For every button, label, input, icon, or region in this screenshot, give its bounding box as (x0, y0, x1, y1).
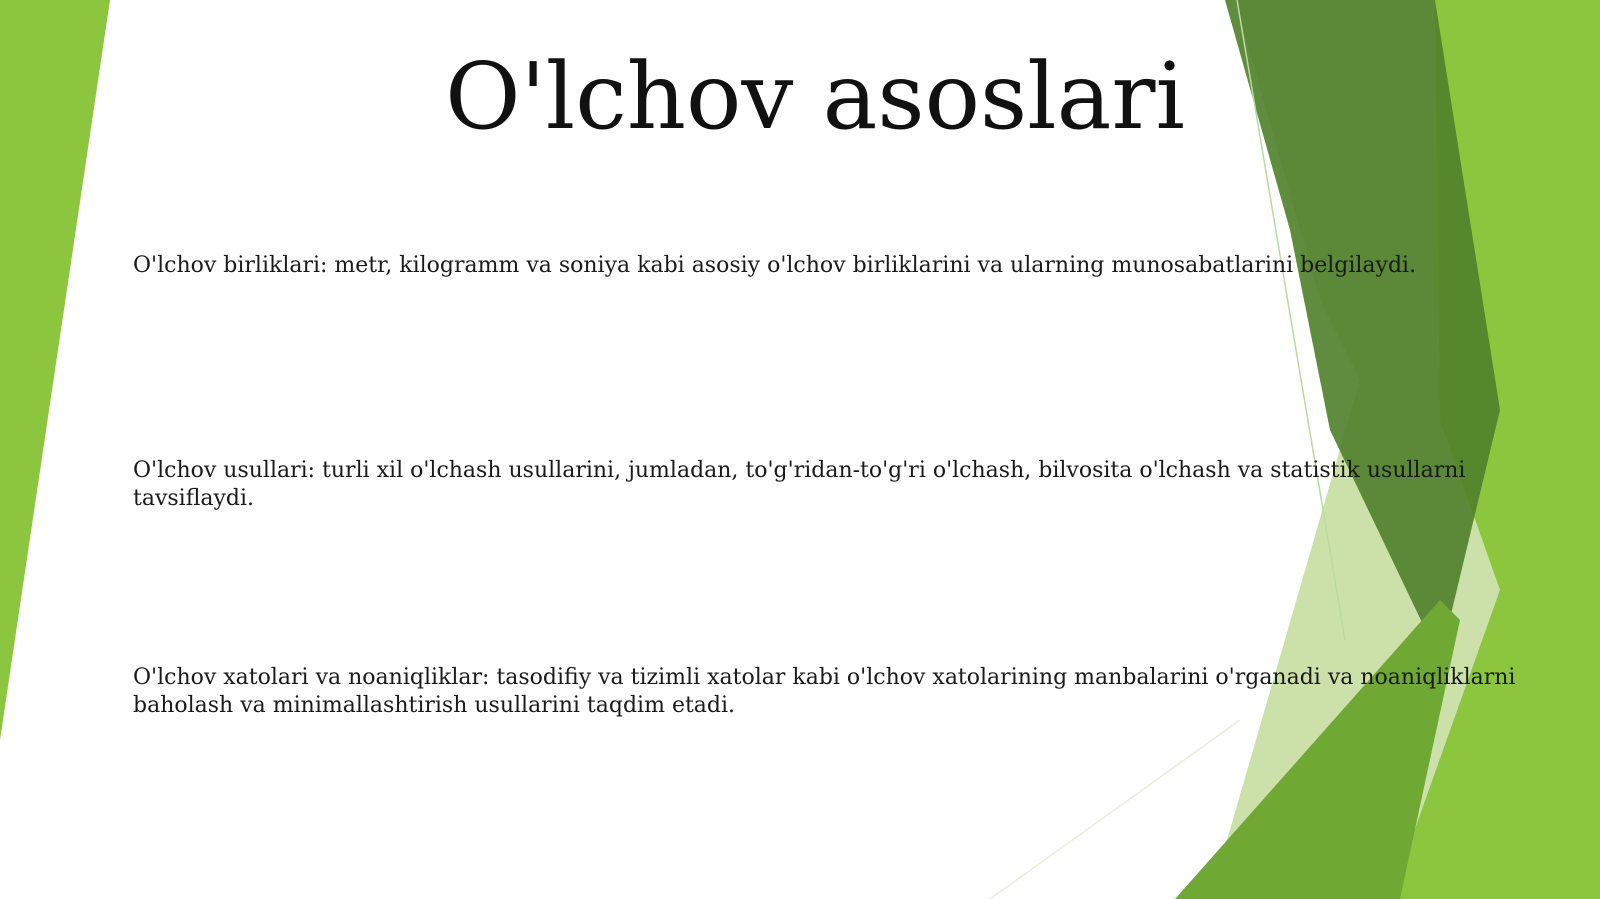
slide-title: O'lchov asoslari (445, 43, 1185, 150)
bullet-measurement-units: O'lchov birliklari: metr, kilogramm va soniya kabi asosiy o'lchov birliklarini va ularning munosabatlarini belgilaydi. (133, 253, 1417, 278)
bullet-measurement-methods: O'lchov usullari: turli xil o'lchash usullarini, jumladan, to'g'ridan-to'g'ri o'lchash, bilvosita o'lchash va statistik usullarni tavsiflaydi. (133, 458, 1466, 511)
left-green-band (0, 0, 110, 740)
bullet-measurement-errors: O'lchov xatolari va noaniqliklar: tasodifiy va tizimli xatolar kabi o'lchov xatolarining manbalarini o'rganadi va noaniqliklarni baholash va minimallashtirish usullarini taqdim etadi. (133, 665, 1516, 718)
